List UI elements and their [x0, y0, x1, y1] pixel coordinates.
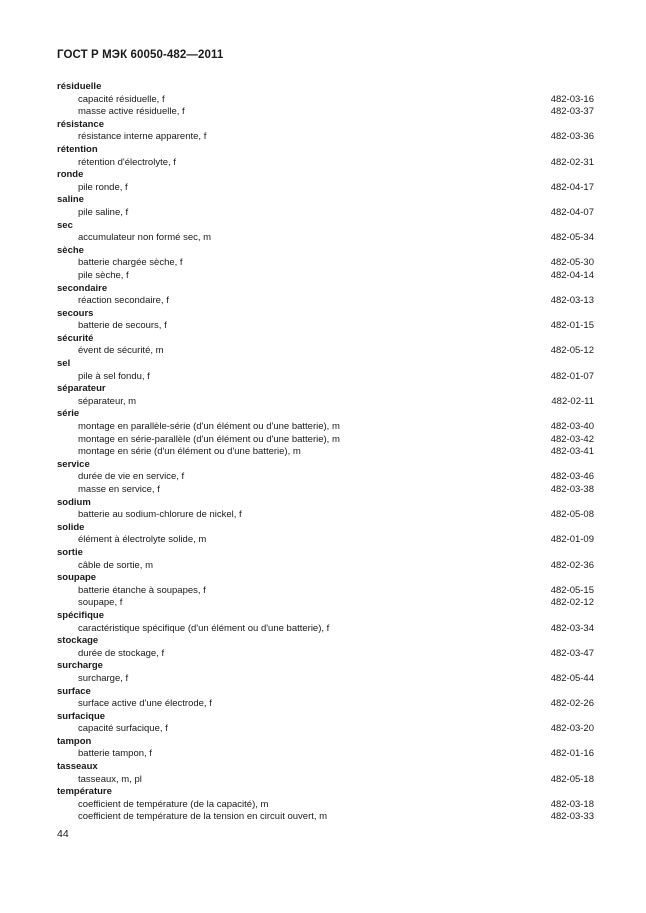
entry-reference-code: 482-05-44 — [550, 672, 594, 684]
entry-line — [57, 471, 594, 484]
entry-line — [57, 371, 594, 384]
entry-term: montage en série-parallèle (d'un élément ou d'une batterie), m — [78, 433, 340, 445]
entry-line — [57, 673, 594, 686]
entry-line — [57, 799, 594, 812]
entry-line — [57, 270, 594, 283]
entry-keyword: résiduelle — [57, 81, 102, 92]
entry-line — [57, 623, 594, 636]
entry-line — [57, 257, 594, 270]
entry-term: surface active d'une électrode, f — [78, 698, 212, 710]
entry-term: résistance interne apparente, f — [78, 131, 207, 143]
entry-term: batterie de secours, f — [78, 320, 167, 332]
entry-keyword: sodium — [57, 496, 91, 508]
entry-keyword: tasseaux — [57, 761, 98, 773]
index-entry — [57, 333, 594, 358]
entry-term: câble de sortie, m — [78, 559, 153, 571]
entry-keyword: rétention — [57, 143, 98, 155]
entry-reference-code: 482-04-14 — [550, 269, 594, 281]
index-entry — [57, 522, 594, 547]
entry-reference-code: 482-01-07 — [550, 370, 594, 382]
entry-term: séparateur, m — [78, 395, 137, 407]
entry-keyword: surface — [57, 685, 91, 697]
index-entry — [57, 736, 594, 761]
index-entry — [57, 81, 594, 119]
entry-keyword: sèche — [57, 244, 84, 256]
entry-term: réaction secondaire, f — [78, 295, 169, 307]
entry-reference-code: 482-02-36 — [550, 559, 594, 571]
index-entry — [57, 686, 594, 711]
entry-keyword: résistance — [57, 118, 105, 130]
entry-reference-code: 482-03-40 — [550, 421, 594, 433]
entry-keyword: séparateur — [57, 383, 106, 395]
index-entry — [57, 169, 594, 194]
index-entry — [57, 497, 594, 522]
index-entry — [57, 761, 594, 786]
entry-reference-code: 482-05-12 — [550, 345, 594, 357]
entry-keyword: ronde — [57, 169, 84, 181]
index-entry — [57, 144, 594, 169]
term-index — [57, 81, 594, 824]
entry-line — [57, 182, 594, 195]
entry-reference-code: 482-05-30 — [550, 257, 594, 269]
entry-line — [57, 509, 594, 522]
entry-reference-code: 482-03-18 — [550, 798, 594, 810]
entry-term: rétention d'électrolyte, f — [78, 156, 176, 168]
entry-line — [57, 585, 594, 598]
entry-term: batterie étanche à soupapes, f — [78, 584, 206, 596]
index-entry — [57, 660, 594, 685]
entry-term: élément à électrolyte solide, m — [78, 534, 207, 546]
entry-term: coefficient de température (de la capacité), m — [78, 798, 269, 810]
entry-keyword: solide — [57, 521, 85, 533]
entry-reference-code: 482-03-37 — [550, 106, 594, 118]
entry-keyword: soupape — [57, 572, 97, 584]
entry-keyword: tampon — [57, 735, 92, 747]
entry-line — [57, 434, 594, 447]
entry-reference-code: 482-01-16 — [550, 748, 594, 760]
entry-term: évent de sécurité, m — [78, 345, 164, 357]
entry-term: masse active résiduelle, f — [78, 106, 185, 118]
entry-reference-code: 482-05-15 — [550, 584, 594, 596]
entry-term: batterie chargée sèche, f — [78, 257, 183, 269]
entry-reference-code: 482-03-33 — [550, 811, 594, 823]
entry-reference-code: 482-03-34 — [550, 622, 594, 634]
entry-keyword: température — [57, 786, 112, 798]
entry-term: coefficient de température de la tension en circuit ouvert, m — [78, 811, 328, 823]
entry-line — [57, 396, 594, 409]
entry-reference-code: 482-05-34 — [550, 232, 594, 244]
entry-keyword: sortie — [57, 546, 83, 558]
index-entry — [57, 119, 594, 144]
entry-line — [57, 811, 594, 824]
entry-reference-code: 482-05-08 — [550, 509, 594, 521]
entry-line — [57, 648, 594, 661]
entry-line — [57, 534, 594, 547]
entry-reference-code: 482-03-13 — [550, 295, 594, 307]
entry-term: masse en service, f — [78, 484, 160, 495]
entry-line — [57, 560, 594, 573]
entry-term: capacité résiduelle, f — [78, 93, 165, 105]
entry-line — [57, 320, 594, 333]
entry-term: pile ronde, f — [78, 181, 128, 193]
entry-keyword: spécifique — [57, 609, 104, 621]
index-entry — [57, 408, 594, 458]
entry-reference-code: 482-03-41 — [550, 446, 594, 458]
entry-reference-code: 482-05-18 — [550, 773, 594, 785]
index-entry — [57, 194, 594, 219]
entry-term: batterie au sodium-chlorure de nickel, f — [78, 509, 242, 521]
entry-keyword: surfacique — [57, 710, 106, 722]
entry-keyword: saline — [57, 194, 84, 206]
page-number: 44 — [57, 828, 69, 840]
index-entry — [57, 635, 594, 660]
entry-reference-code: 482-03-47 — [550, 647, 594, 659]
entry-line — [57, 232, 594, 245]
index-entry — [57, 610, 594, 635]
entry-term: caractéristique spécifique (d'un élément ou d'une batterie), f — [78, 622, 330, 634]
entry-line — [57, 774, 594, 787]
entry-reference-code: 482-01-09 — [550, 534, 594, 546]
entry-keyword: sécurité — [57, 332, 94, 344]
entry-keyword: service — [57, 458, 90, 470]
entry-line — [57, 295, 594, 308]
entry-reference-code: 482-03-20 — [550, 723, 594, 735]
entry-line — [57, 446, 594, 459]
index-entry — [57, 547, 594, 572]
entry-line — [57, 345, 594, 358]
entry-line — [57, 748, 594, 761]
entry-line — [57, 698, 594, 711]
entry-reference-code: 482-02-31 — [550, 156, 594, 168]
entry-keyword: surcharge — [57, 660, 103, 672]
entry-reference-code: 482-03-36 — [550, 131, 594, 143]
entry-term: pile à sel fondu, f — [78, 370, 150, 382]
entry-reference-code: 482-02-11 — [551, 395, 594, 407]
entry-line — [57, 94, 594, 107]
index-entry — [57, 220, 594, 245]
entry-term: soupape, f — [78, 597, 123, 609]
entry-line — [57, 723, 594, 736]
index-entry — [57, 711, 594, 736]
index-entry — [57, 572, 594, 610]
index-entry — [57, 283, 594, 308]
index-entry — [57, 308, 594, 333]
entry-term: surcharge, f — [78, 672, 129, 684]
entry-line — [57, 421, 594, 434]
entry-reference-code: 482-03-38 — [550, 484, 594, 495]
entry-term: durée de stockage, f — [78, 647, 165, 659]
entry-reference-code: 482-02-26 — [550, 698, 594, 710]
entry-term: pile saline, f — [78, 206, 129, 218]
index-entry — [57, 358, 594, 383]
entry-keyword: série — [57, 408, 80, 420]
entry-reference-code: 482-04-07 — [550, 206, 594, 218]
entry-keyword: sec — [57, 219, 73, 231]
entry-reference-code: 482-01-15 — [550, 320, 594, 332]
entry-line — [57, 131, 594, 144]
entry-term: pile sèche, f — [78, 269, 129, 281]
entry-term: montage en série (d'un élément ou d'une batterie), m — [78, 446, 301, 458]
entry-reference-code: 482-02-12 — [550, 597, 594, 609]
entry-term: montage en parallèle-série (d'un élément ou d'une batterie), m — [78, 421, 340, 433]
entry-term: capacité surfacique, f — [78, 723, 168, 735]
entry-keyword: sel — [57, 358, 71, 370]
entry-line — [57, 597, 594, 610]
entry-line — [57, 106, 594, 119]
entry-line — [57, 207, 594, 220]
entry-term: tasseaux, m, pl — [78, 773, 142, 785]
entry-keyword: secours — [57, 307, 94, 319]
document-header: ГОСТ Р МЭК 60050-482—2011 — [57, 49, 224, 61]
entry-term: batterie tampon, f — [78, 748, 152, 760]
index-entry — [57, 459, 594, 497]
entry-term: accumulateur non formé sec, m — [78, 232, 212, 244]
entry-line — [57, 484, 594, 497]
entry-reference-code: 482-03-16 — [550, 93, 594, 105]
index-entry — [57, 245, 594, 283]
entry-line — [57, 157, 594, 170]
entry-reference-code: 482-03-42 — [550, 433, 594, 445]
entry-reference-code: 482-03-46 — [550, 471, 594, 483]
index-entry — [57, 786, 594, 824]
entry-keyword: stockage — [57, 635, 99, 647]
entry-term: durée de vie en service, f — [78, 471, 185, 483]
entry-keyword: secondaire — [57, 282, 108, 294]
index-entry — [57, 383, 594, 408]
entry-reference-code: 482-04-17 — [550, 181, 594, 193]
